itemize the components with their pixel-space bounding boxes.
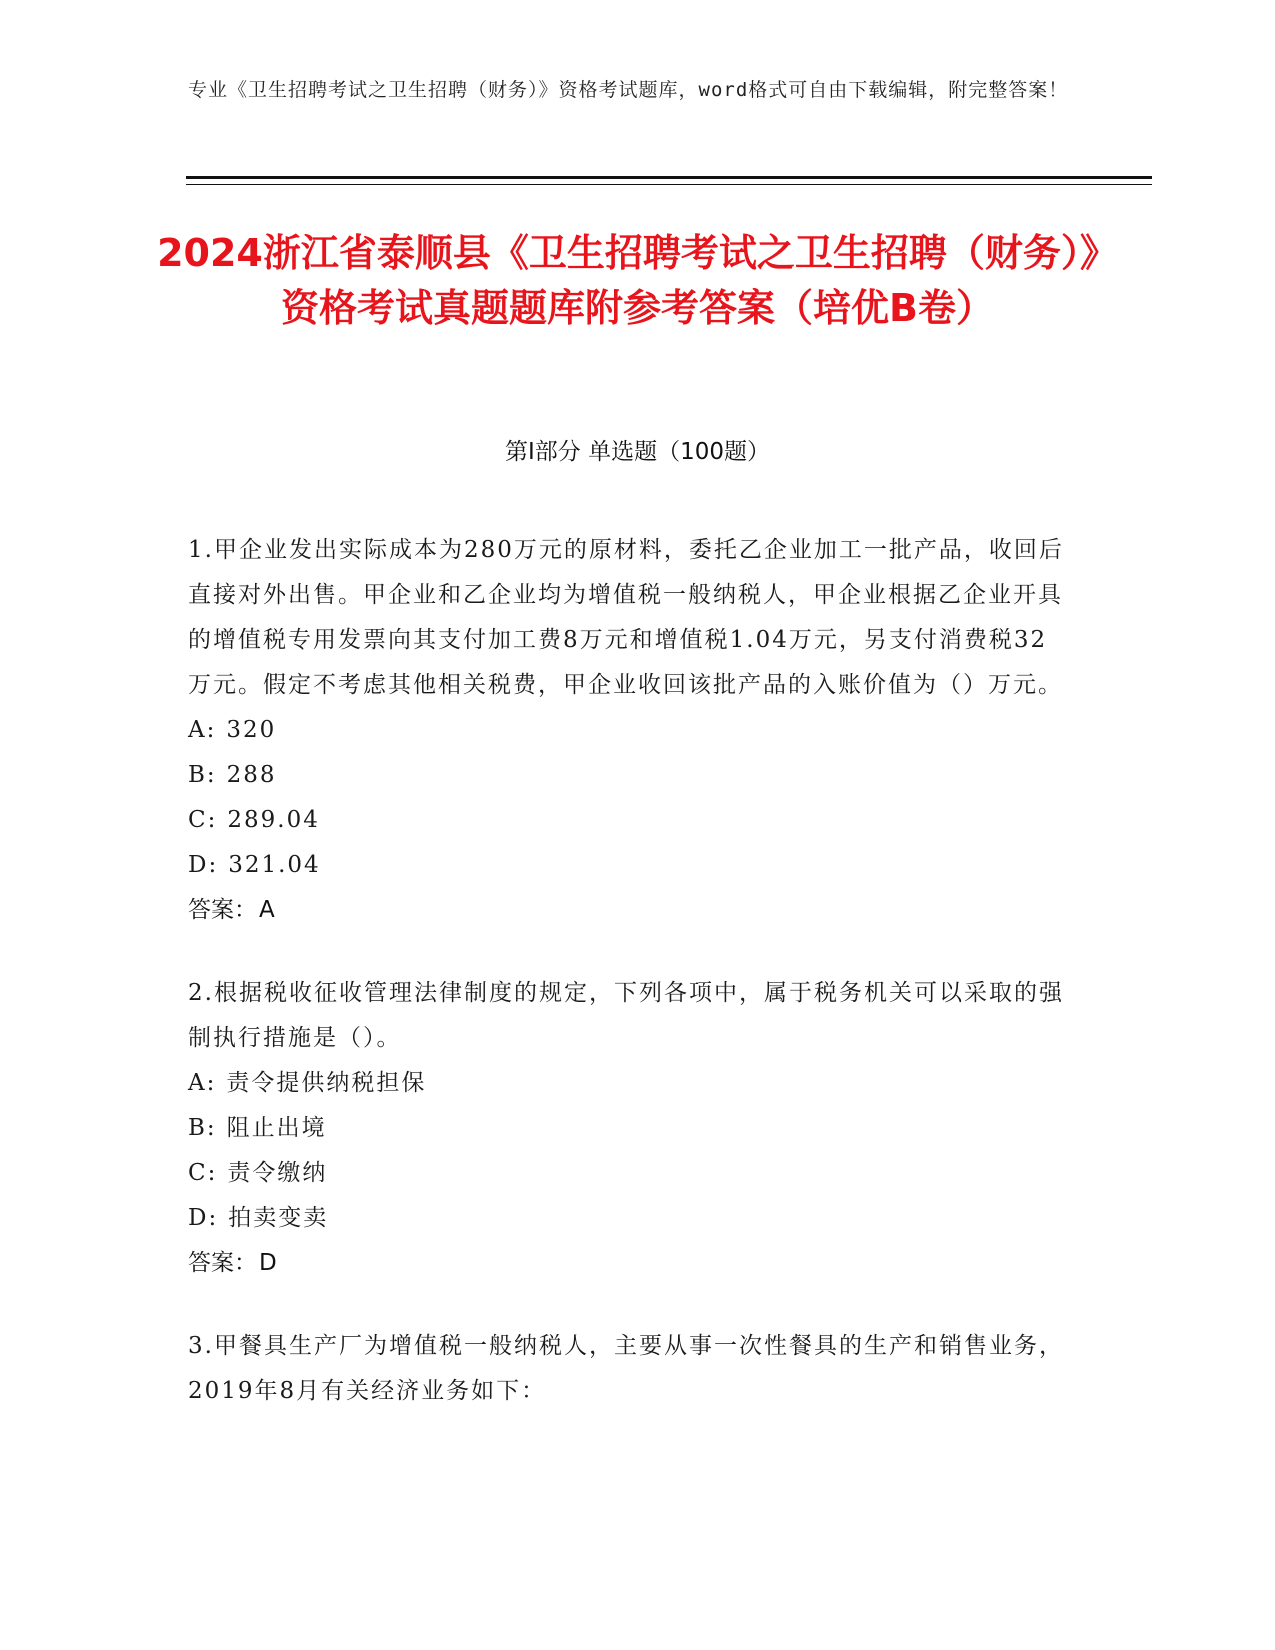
document-title: 2024浙江省泰顺县《卫生招聘考试之卫生招聘（财务）》资格考试真题题库附参考答案（培优B卷） bbox=[157, 231, 1118, 330]
option-key: A: bbox=[188, 1070, 217, 1096]
option-a bbox=[188, 708, 1068, 753]
answer-value: D bbox=[259, 1250, 277, 1276]
answer-line bbox=[188, 1241, 1068, 1286]
option-d bbox=[188, 1196, 1068, 1241]
answer-value: A bbox=[259, 897, 275, 923]
option-value: 288 bbox=[226, 762, 277, 788]
question-item bbox=[188, 971, 1068, 1286]
question-text: 1.甲企业发出实际成本为280万元的原材料，委托乙企业加工一批产品，收回后直接对外出售。甲企业和乙企业均为增值税一般纳税人，甲企业根据乙企业开具的增值税专用发票向其支付加工费8万元和增值税1.04万元，另支付消费税32万元。假定不考虑其他相关税费，甲企业收回该批产品的入账价值为（）万元。 bbox=[188, 537, 1064, 698]
option-b bbox=[188, 753, 1068, 798]
option-key: A: bbox=[188, 717, 217, 743]
option-c bbox=[188, 1151, 1068, 1196]
question-text: 2.根据税收征收管理法律制度的规定，下列各项中，属于税务机关可以采取的强制执行措施是（）。 bbox=[188, 980, 1064, 1051]
header-note: 专业《卫生招聘考试之卫生招聘（财务）》资格考试题库，word格式可自由下载编辑，附完整答案！ bbox=[188, 79, 1069, 101]
option-key: D: bbox=[188, 852, 219, 878]
option-d bbox=[188, 843, 1068, 888]
section-heading: 第I部分 单选题（100题） bbox=[505, 439, 770, 465]
answer-label: 答案： bbox=[188, 897, 257, 923]
answer-label: 答案： bbox=[188, 1250, 257, 1276]
option-value: 289.04 bbox=[227, 807, 320, 833]
option-key: B: bbox=[188, 1115, 217, 1141]
option-value: 阻止出境 bbox=[226, 1115, 327, 1141]
option-value: 责令提供纳税担保 bbox=[226, 1070, 427, 1096]
option-c bbox=[188, 798, 1068, 843]
header-divider-thick bbox=[186, 176, 1152, 179]
option-key: C: bbox=[188, 807, 218, 833]
option-value: 320 bbox=[226, 717, 277, 743]
option-a bbox=[188, 1061, 1068, 1106]
question-text: 3.甲餐具生产厂为增值税一般纳税人，主要从事一次性餐具的生产和销售业务，2019年8月有关经济业务如下： bbox=[188, 1333, 1064, 1404]
option-key: B: bbox=[188, 762, 217, 788]
question-list bbox=[188, 528, 1068, 1452]
question-item bbox=[188, 528, 1068, 933]
option-value: 拍卖变卖 bbox=[228, 1205, 329, 1231]
answer-line bbox=[188, 888, 1068, 933]
option-key: D: bbox=[188, 1205, 219, 1231]
header-divider-thin bbox=[186, 184, 1152, 185]
question-item bbox=[188, 1324, 1068, 1414]
option-b bbox=[188, 1106, 1068, 1151]
option-key: C: bbox=[188, 1160, 218, 1186]
option-value: 321.04 bbox=[228, 852, 321, 878]
option-value: 责令缴纳 bbox=[227, 1160, 328, 1186]
